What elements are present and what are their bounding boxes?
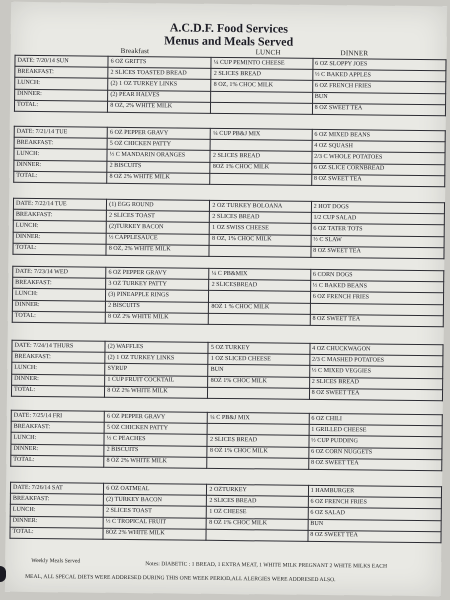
day-table	[12, 198, 445, 259]
dinner-cell: ½ C BAKED APPLES	[312, 70, 445, 83]
dinner-cell: ½ C MIXED VEGGIES	[309, 366, 442, 379]
dinner-cell: 6 OZ CORN NUGGETS	[309, 447, 442, 460]
dinner-cell: 2/3 C WHOLE POTATOES	[312, 152, 445, 165]
row-label: LUNCH:	[15, 78, 108, 90]
breakfast-cell: 6 OZ PEPPER GRAVY	[107, 127, 210, 139]
row-label: BREAKFAST:	[15, 66, 108, 78]
row-label: BREAKFAST:	[12, 351, 105, 363]
day-table	[12, 266, 445, 327]
breakfast-cell: (2) 1 OZ TURKEY LINKS	[108, 79, 211, 91]
dinner-cell: 6 OZ CHILI	[309, 413, 442, 426]
day-table	[14, 55, 447, 116]
row-label: DINNER:	[12, 300, 105, 312]
breakfast-cell: 5 OZ CHICKEN PATTY	[107, 138, 210, 150]
dinner-cell: 8 OZ SWEET TEA	[312, 103, 445, 116]
breakfast-cell: (2) TURKEY BACON	[104, 494, 207, 506]
breakfast-cell: (2) 1 OZ TURKEY LINKS	[105, 352, 208, 364]
row-label: BREAKFAST:	[11, 421, 104, 433]
dinner-cell: 8 OZ SWEET TEA	[311, 174, 444, 187]
breakfast-cell: 8 OZ 2% WHITE MILK	[104, 456, 207, 468]
dinner-cell: 8 OZ SWEET TEA	[310, 314, 443, 327]
row-label: DINNER:	[13, 232, 106, 244]
dinner-cell: 8 OZ SWEET TEA	[308, 530, 441, 543]
breakfast-cell: (2)TURKEY BACON	[106, 222, 209, 234]
row-label: DATE: 7/26/14 SAT	[10, 482, 103, 494]
diet-notes: Notes: DIABETIC : 1 BREAD, 1 EXTRA MEAT, 1 WHITE MILK PREGNANT 2 WHITE MILKS EACH	[145, 561, 388, 570]
dinner-cell: ½ CUP PUDDING	[309, 436, 442, 449]
breakfast-cell: 6 OZ OATMEAL	[104, 483, 207, 495]
lunch-cell: ¼ CUP PB&J MIX	[211, 128, 312, 140]
lunch-cell: 1 OZ SWISS CHEESE	[210, 223, 311, 235]
dinner-cell: 6 CORN DOGS	[310, 269, 443, 282]
day-table	[11, 340, 444, 401]
row-label: BREAKFAST:	[13, 209, 106, 221]
row-label: LUNCH:	[12, 363, 105, 375]
dinner-cell: BUN	[312, 92, 445, 105]
breakfast-cell: 8 OZ 2% WHITE MILK	[105, 312, 208, 324]
row-label: TOTAL:	[14, 100, 107, 112]
breakfast-cell: 1 CUP FRUIT COCKTAIL	[105, 375, 208, 387]
dinner-cell: 6 OZ FRENCH FRIES	[312, 81, 445, 94]
lunch-cell: 2 OZ TURKEY BOLOANA	[210, 200, 311, 212]
lunch-cell: 2 SLICES BREAD	[207, 495, 308, 507]
lunch-cell	[209, 245, 310, 257]
row-label: LUNCH:	[13, 221, 106, 233]
dinner-cell: 2 HOT DOGS	[311, 201, 444, 214]
dinner-cell: 6 OZ SLICE CORNBREAD	[311, 163, 444, 176]
lunch-cell: 2 SLICES BREAD	[210, 151, 311, 163]
breakfast-cell: 2 BISCUITS	[106, 301, 209, 313]
breakfast-cell: SYRUP	[105, 364, 208, 376]
dinner-cell: 4 OZ CHUCKWAGON	[310, 343, 443, 356]
lunch-cell	[210, 173, 311, 185]
row-label: DATE: 7/24/14 THURS	[12, 340, 105, 352]
breakfast-cell: 8 OZ, 2% WHITE MILK	[108, 101, 211, 113]
row-label: LUNCH:	[14, 149, 107, 161]
dinner-cell: 1 HAMBURGER	[308, 485, 441, 498]
lunch-cell: 8 OZ, 1% CHOC MILK	[210, 234, 311, 246]
lunch-cell	[207, 457, 308, 469]
breakfast-cell: 2 SLICES TOAST	[103, 506, 206, 518]
lunch-cell: 2 SLICESBREAD	[209, 280, 310, 292]
dinner-cell: 6 OZ SLOPPY JOES	[313, 58, 446, 71]
breakfast-cell: 6 OZ PEPPER GRAVY	[106, 267, 209, 279]
breakfast-cell: 5 OZ CHICKEN PATTY	[104, 422, 207, 434]
row-label: TOTAL:	[14, 171, 107, 183]
breakfast-cell: 8OZ 2% WHITE MILK	[103, 528, 206, 540]
lunch-cell: ¼ C PB&MIX	[209, 268, 310, 280]
lunch-cell: 8OZ 1% CHOC MILK	[210, 162, 311, 174]
breakfast-cell: 6 OZ GRITTS	[108, 56, 211, 68]
lunch-cell	[208, 387, 309, 399]
row-label: TOTAL:	[10, 527, 103, 539]
dinner-cell: 6 OZ TATER TOTS	[311, 224, 444, 237]
dinner-cell: 8 OZ SWEET TEA	[309, 388, 442, 401]
dinner-cell: ½ C BAKED BEANS	[310, 281, 443, 294]
lunch-cell: 2 SLICES BREAD	[207, 435, 308, 447]
lunch-cell: ¼ C PB&J MIX	[208, 412, 309, 424]
breakfast-cell: 2 BISCUITS	[107, 161, 210, 173]
breakfast-cell: (3) PINEAPPLE RINGS	[106, 290, 209, 302]
breakfast-cell: 8 OZ 2% WHITE MILK	[107, 172, 210, 184]
row-label: DINNER:	[10, 516, 103, 528]
column-header-dinner: DINNER	[340, 49, 369, 58]
row-label: BREAKFAST:	[13, 277, 106, 289]
dinner-cell: 8 OZ SWEET TEA	[311, 246, 444, 259]
breakfast-cell: ½ C PEACHES	[104, 434, 207, 446]
breakfast-cell: (2) PEAR HALVES	[108, 90, 211, 102]
breakfast-cell: 6 OZ PEPPER GRAVY	[104, 411, 207, 423]
menu-sheet	[5, 2, 447, 597]
lunch-cell: 8OZ 1% CHOC MILK	[208, 376, 309, 388]
row-label: DATE: 7/20/14 SUN	[15, 55, 108, 67]
row-label: BREAKFAST:	[10, 493, 103, 505]
lunch-cell: 2 OZTURKEY	[207, 484, 308, 496]
lunch-cell: 1 OZ CHEESE	[207, 507, 308, 519]
row-label: BREAKFAST:	[14, 137, 107, 149]
weekly-meals-label: Weekly Meals Served	[31, 557, 81, 565]
dinner-cell: 1/2 CUP SALAD	[311, 213, 444, 226]
row-label: TOTAL:	[13, 243, 106, 255]
day-table	[9, 482, 442, 543]
row-label: DATE: 7/21/14 TUE	[14, 126, 107, 138]
dinner-cell: 2/3 C MASHED POTATOES	[309, 355, 442, 368]
diet-notes-line2: MEAL, ALL SPECAL DIETS WERE ADDRESED DURING THIS ONE WEEK PERIOD,ALL ALERGIES WERE ADDRESED ALSO.	[25, 573, 336, 584]
dinner-cell: 6 OZ FRENCH FRIES	[308, 497, 441, 510]
breakfast-cell: ½ C MANDARIN ORANGES	[107, 150, 210, 162]
lunch-cell: BUN	[208, 365, 309, 377]
dinner-cell: 6 OZ MIXED BEANS	[312, 129, 445, 142]
page-subtitle: Menus and Meals Served	[164, 33, 294, 49]
breakfast-cell: 3 OZ TURKEY PATTY	[106, 278, 209, 290]
breakfast-cell: (2) WAFFLES	[105, 341, 208, 353]
row-label: LUNCH:	[12, 289, 105, 301]
row-label: DINNER:	[12, 374, 105, 386]
breakfast-cell: 2 SLICES TOASTED BREAD	[108, 67, 211, 79]
lunch-cell: 8 OZ 1% CHOC MILK	[207, 518, 308, 530]
row-label: DATE: 7/22/14 TUE	[13, 198, 106, 210]
breakfast-cell: ½ CAPPLESAUCE	[106, 233, 209, 245]
breakfast-cell: 8 OZ 2% WHITE MILK	[105, 386, 208, 398]
lunch-cell: 8 OZ 1% CHOC MILK	[207, 446, 308, 458]
row-label: LUNCH:	[11, 433, 104, 445]
row-label: DINNER:	[14, 160, 107, 172]
org-title: A.C.D.F. Food Services	[169, 20, 289, 36]
row-label: TOTAL:	[11, 385, 104, 397]
row-label: TOTAL:	[11, 455, 104, 467]
lunch-cell: 2 SLICES BREAD	[210, 212, 311, 224]
dinner-cell: 6 OZ SALAD	[308, 508, 441, 521]
lunch-cell: 8OZ 1 % CHOC MILK	[209, 302, 310, 314]
dinner-cell: 1 GRILLED CHEESE	[309, 425, 442, 438]
lunch-cell	[206, 529, 307, 541]
lunch-cell	[209, 313, 310, 325]
lunch-cell	[211, 102, 312, 114]
dinner-cell: 2 SLICES BREAD	[309, 377, 442, 390]
lunch-cell: 8 OZ, 1% CHOC MILK	[211, 80, 312, 92]
breakfast-cell: ½ C TROPICAL FRUIT	[103, 517, 206, 529]
breakfast-cell: 2 SLICES TOAST	[107, 210, 210, 222]
dinner-cell: ½ C SLAW	[311, 235, 444, 248]
breakfast-cell: 2 BISCUITS	[104, 445, 207, 457]
row-label: DINNER:	[15, 89, 108, 101]
lunch-cell: ¼ CUP PEMINTO CHEESE	[211, 57, 312, 69]
row-label: DATE: 7/25/14 FRI	[11, 410, 104, 422]
column-header-breakfast: Breakfast	[120, 46, 150, 56]
row-label: DATE: 7/23/14 WED	[13, 266, 106, 278]
row-label: TOTAL:	[12, 311, 105, 323]
row-label: DINNER:	[11, 444, 104, 456]
dinner-cell: 8 OZ SWEET TEA	[308, 458, 441, 471]
breakfast-cell: 8 OZ, 2% WHITE MILK	[106, 244, 209, 256]
dinner-cell: 4 OZ SQUASH	[312, 141, 445, 154]
day-table	[13, 126, 446, 187]
breakfast-cell: (1) EGG ROUND	[107, 199, 210, 211]
day-table	[10, 410, 443, 471]
lunch-cell: 2 SLICES BREAD	[211, 69, 312, 81]
column-header-lunch: LUNCH	[255, 48, 281, 57]
lunch-cell: 1 OZ SLICED CHEESE	[208, 354, 309, 366]
dinner-cell: 6 OZ FRENCH FRIES	[310, 292, 443, 305]
lunch-cell: 5 OZ TURKEY	[208, 342, 309, 354]
dinner-cell: BUN	[308, 519, 441, 532]
row-label: LUNCH:	[10, 505, 103, 517]
